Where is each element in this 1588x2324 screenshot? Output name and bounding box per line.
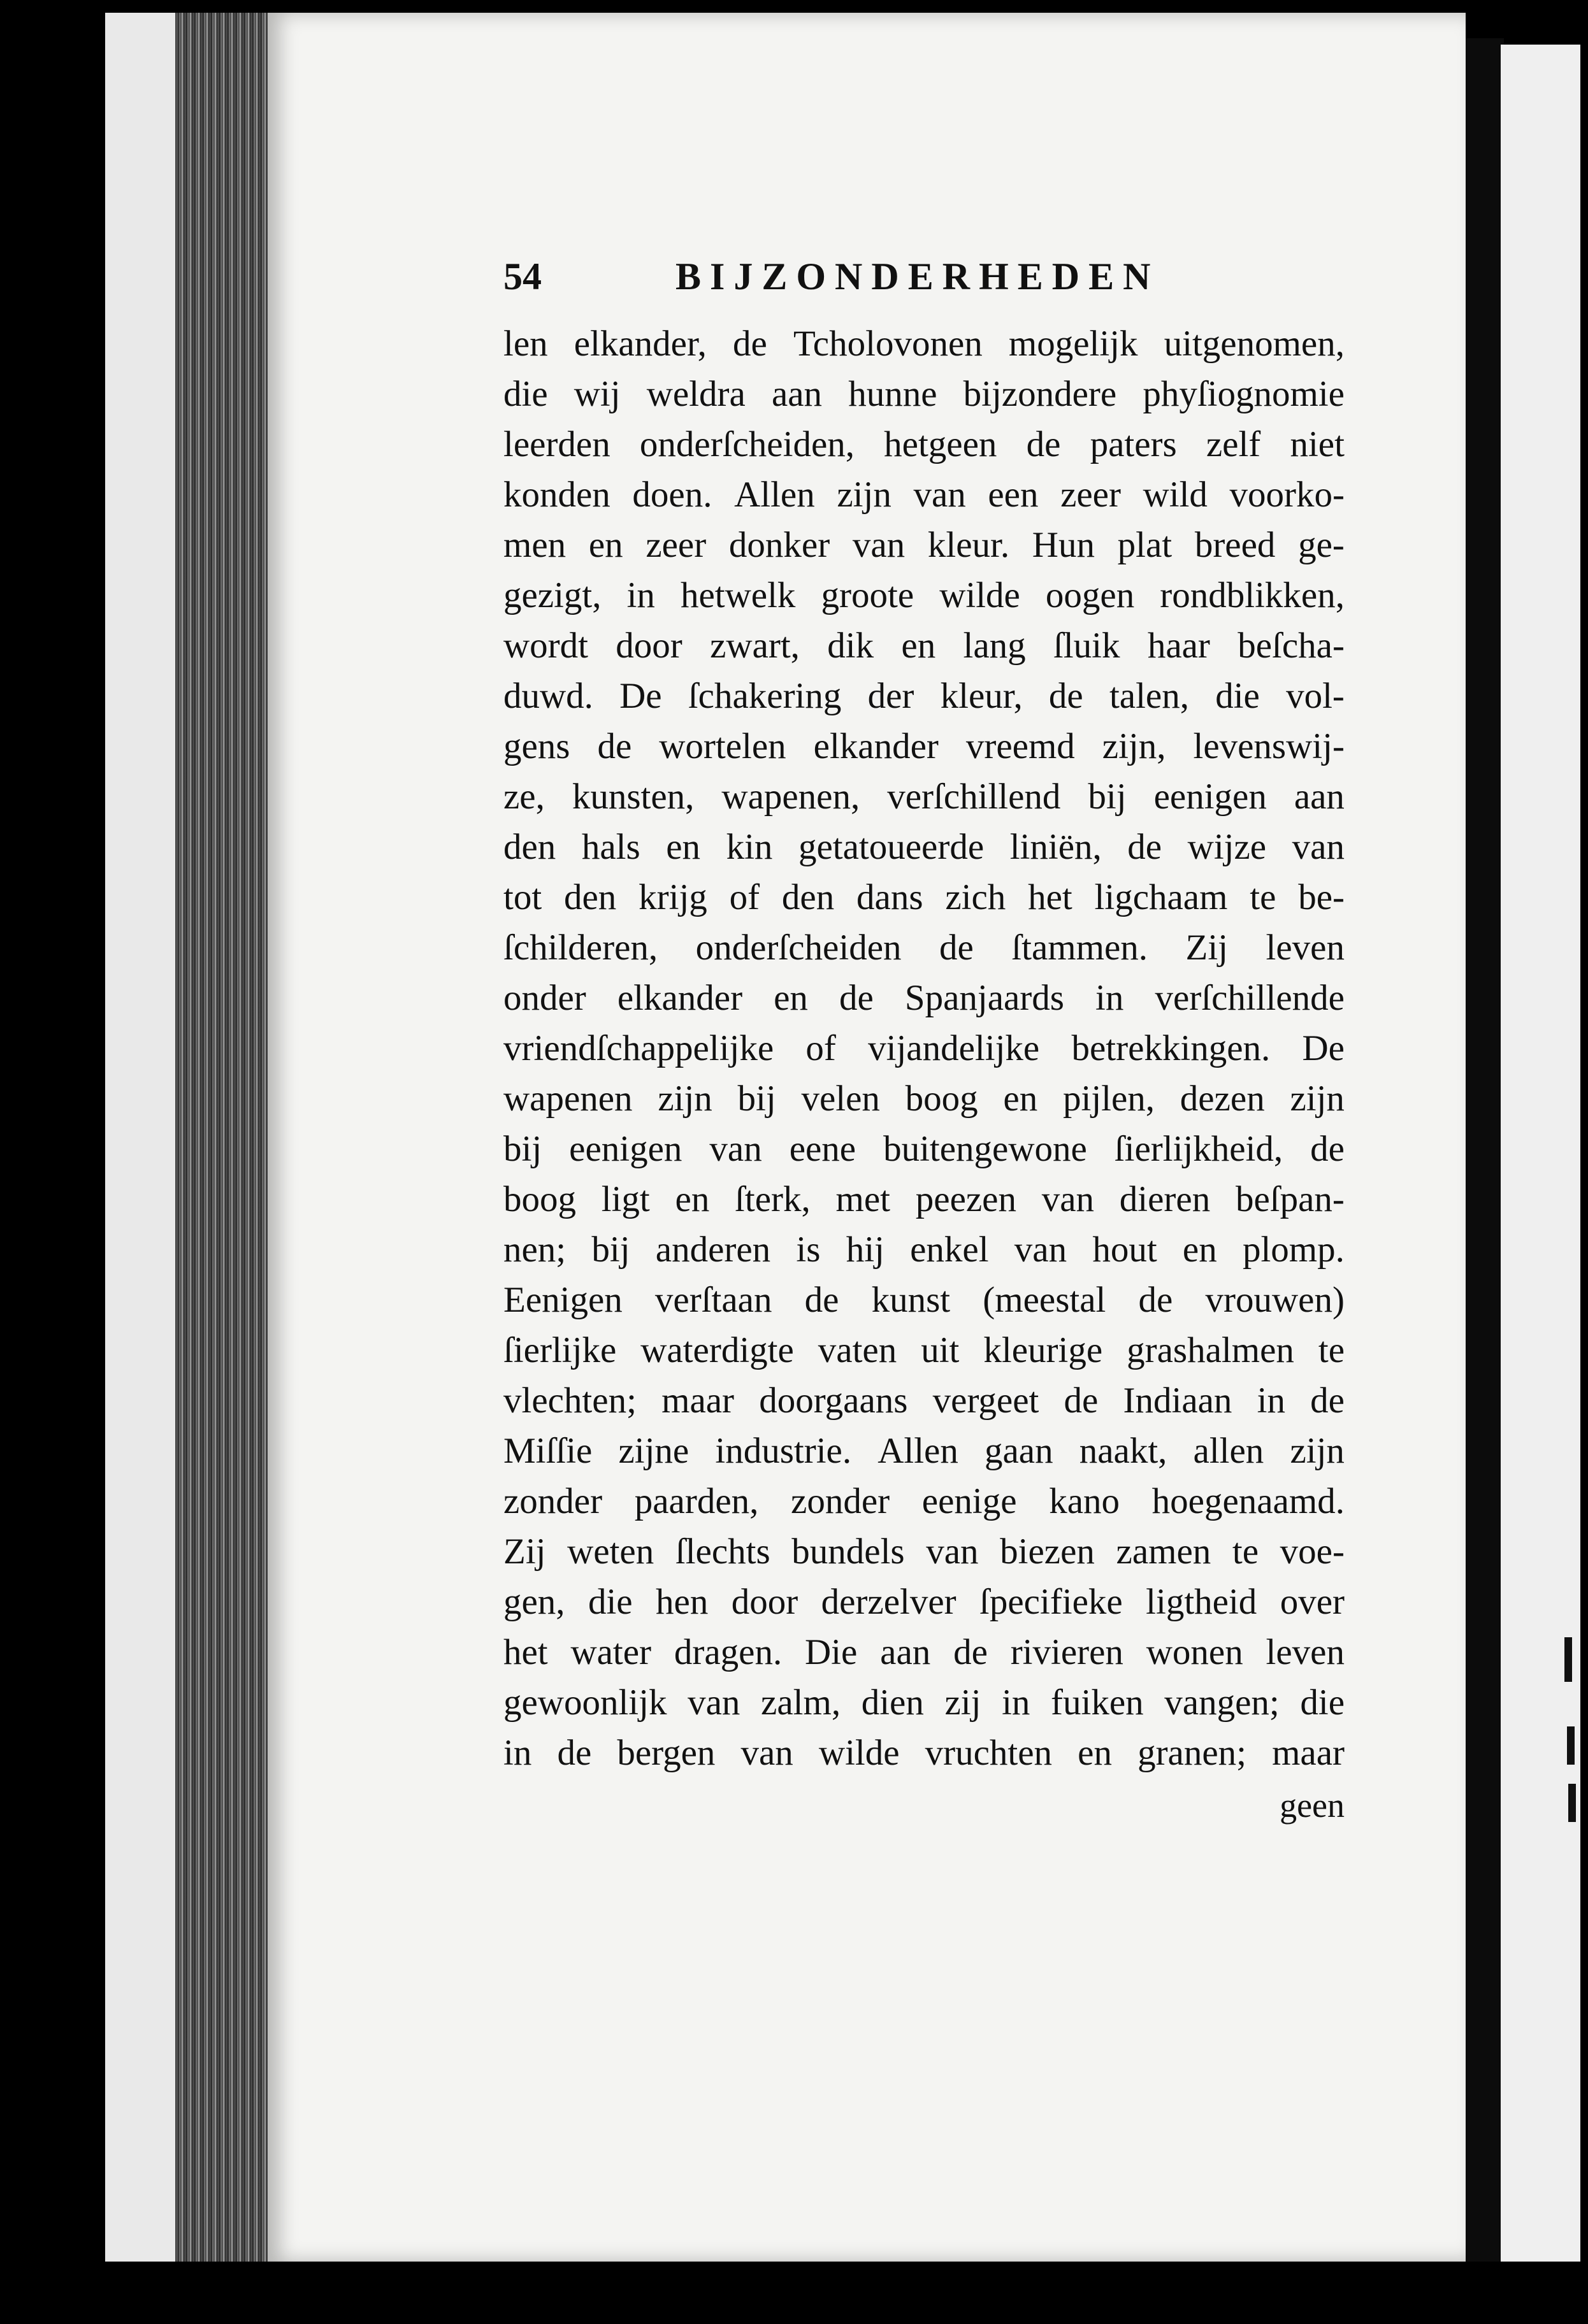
word: zwart, xyxy=(710,626,800,666)
word: ſierlijkheid, xyxy=(1114,1129,1283,1169)
word: doorgaans xyxy=(759,1381,908,1421)
text-line xyxy=(503,1023,1345,1073)
word: wij xyxy=(574,374,621,414)
word: den xyxy=(781,877,835,917)
word: aan xyxy=(880,1632,931,1672)
word: anderen xyxy=(655,1230,771,1270)
word: zalm, xyxy=(761,1682,841,1723)
word: van xyxy=(740,1733,793,1773)
next-page-edge xyxy=(1501,45,1580,2262)
word: bij xyxy=(591,1230,630,1270)
word: ſpecifieke xyxy=(979,1582,1123,1622)
word: de xyxy=(953,1632,988,1672)
word: peezen xyxy=(915,1179,1016,1219)
word: kano xyxy=(1049,1481,1120,1521)
text-line xyxy=(503,1073,1345,1124)
word: de xyxy=(1048,676,1083,716)
page-number: 54 xyxy=(503,255,542,298)
text-line xyxy=(503,1426,1345,1476)
word: aan xyxy=(1294,777,1345,817)
page-edges xyxy=(175,13,271,2262)
word: verſchillend xyxy=(887,777,1061,817)
word: leven xyxy=(1266,928,1345,968)
word: liniën, xyxy=(1009,827,1102,867)
word: bij xyxy=(737,1079,776,1119)
word: ſlechts xyxy=(675,1531,770,1572)
word: men xyxy=(503,525,567,565)
word: ſtammen. xyxy=(1011,928,1148,968)
word: zijne xyxy=(618,1431,689,1471)
word: en xyxy=(901,626,936,666)
word: talen, xyxy=(1109,676,1189,716)
word: gezigt, xyxy=(503,575,602,615)
word: velen xyxy=(801,1079,880,1119)
word: in xyxy=(503,1733,532,1773)
word: dragen. xyxy=(674,1632,783,1672)
word: krijg xyxy=(639,877,707,917)
word: derzelver xyxy=(821,1582,956,1622)
word: gewoonlijk xyxy=(503,1682,667,1723)
word: Spanjaards xyxy=(904,978,1064,1018)
word: door xyxy=(616,626,682,666)
word: van xyxy=(1014,1230,1067,1270)
word: Zij xyxy=(1185,928,1229,968)
word: vangen; xyxy=(1164,1682,1280,1723)
text-line xyxy=(503,771,1345,822)
word: kunst xyxy=(871,1280,951,1320)
word: wild xyxy=(1143,475,1208,515)
word: in xyxy=(1095,978,1124,1018)
word: len xyxy=(503,324,548,364)
word: dezen xyxy=(1180,1079,1265,1119)
word: mogelijk xyxy=(1008,324,1138,364)
ghost-mark xyxy=(1567,1726,1575,1765)
word: oogen xyxy=(1045,575,1135,615)
text-line xyxy=(503,620,1345,671)
ghost-mark xyxy=(1568,1784,1576,1822)
word: granen; xyxy=(1137,1733,1246,1773)
word: gaan xyxy=(984,1431,1053,1471)
word: konden xyxy=(503,475,610,515)
word: rivieren xyxy=(1010,1632,1123,1672)
word: pijlen, xyxy=(1062,1079,1155,1119)
word: fuiken xyxy=(1051,1682,1144,1723)
word: de xyxy=(733,324,767,364)
word: wilde xyxy=(939,575,1020,615)
word: nen; xyxy=(503,1230,567,1270)
text-line xyxy=(503,369,1345,419)
word: groote xyxy=(821,575,914,615)
ghost-mark xyxy=(1564,1637,1572,1682)
word: maar xyxy=(1272,1733,1345,1773)
word: hals xyxy=(581,827,640,867)
word: te xyxy=(1232,1531,1259,1572)
word: breed xyxy=(1194,525,1276,565)
word: door xyxy=(731,1582,798,1622)
word: vol- xyxy=(1286,676,1345,716)
word: te xyxy=(1250,877,1276,917)
word: zonder xyxy=(503,1481,603,1521)
word: onder xyxy=(503,978,586,1018)
text-line xyxy=(503,1577,1345,1627)
word: boog xyxy=(905,1079,978,1119)
text-line xyxy=(503,470,1345,520)
left-margin xyxy=(105,13,178,2262)
word: wordt xyxy=(503,626,588,666)
word: hoegenaamd. xyxy=(1151,1481,1345,1521)
word: den xyxy=(503,827,556,867)
word: gens xyxy=(503,726,570,766)
word: beſcha- xyxy=(1238,626,1345,666)
word: de xyxy=(804,1280,839,1320)
word: in xyxy=(1002,1682,1030,1723)
word: van xyxy=(926,1531,979,1572)
word: van xyxy=(1292,827,1345,867)
word: de xyxy=(557,1733,592,1773)
word: ligtheid xyxy=(1146,1582,1257,1622)
word: de xyxy=(1064,1381,1099,1421)
word: zijn xyxy=(1290,1079,1345,1119)
word: of xyxy=(805,1028,836,1068)
word: ſchilderen, xyxy=(503,928,658,968)
word: is xyxy=(796,1230,821,1270)
word: wapenen xyxy=(503,1079,633,1119)
text-line xyxy=(503,419,1345,470)
word: ge- xyxy=(1298,525,1345,565)
word: leven xyxy=(1266,1632,1345,1672)
word: zij xyxy=(944,1682,981,1723)
word: gen, xyxy=(503,1582,565,1622)
word: ſterk, xyxy=(735,1179,811,1219)
word: duwd. xyxy=(503,676,593,716)
text-line xyxy=(503,922,1345,973)
word: Miſſie xyxy=(503,1431,593,1471)
word: kin xyxy=(726,827,773,867)
word: en xyxy=(666,827,701,867)
word: en xyxy=(1003,1079,1038,1119)
word: met xyxy=(835,1179,891,1219)
word: hunne xyxy=(848,374,937,414)
word: of xyxy=(729,877,760,917)
word: dans xyxy=(856,877,923,917)
word: wapenen, xyxy=(721,777,860,817)
text-line xyxy=(503,1677,1345,1728)
word: Tcholovonen xyxy=(793,324,983,364)
word: vreemd xyxy=(965,726,1075,766)
word: bij xyxy=(1088,777,1127,817)
word: leerden xyxy=(503,424,610,464)
word: den xyxy=(564,877,617,917)
text-line xyxy=(503,721,1345,771)
word: elkander, xyxy=(574,324,707,364)
text-line xyxy=(503,1526,1345,1577)
word: de xyxy=(1310,1129,1345,1169)
text-line xyxy=(503,1325,1345,1375)
word: bijzondere xyxy=(963,374,1117,414)
word: weldra xyxy=(646,374,746,414)
text-line xyxy=(503,822,1345,872)
word: getatoueerde xyxy=(798,827,985,867)
text-line xyxy=(503,319,1345,369)
word: het xyxy=(1028,877,1072,917)
word: betrekkingen. xyxy=(1071,1028,1271,1068)
word: boog xyxy=(503,1179,576,1219)
word: Die xyxy=(805,1632,858,1672)
word: zijn xyxy=(837,475,891,515)
word: eenigen xyxy=(1153,777,1267,817)
word: aan xyxy=(771,374,823,414)
word: dien xyxy=(861,1682,924,1723)
word: verſtaan xyxy=(654,1280,772,1320)
word: wilde xyxy=(818,1733,900,1773)
word: die xyxy=(588,1582,633,1622)
word: zich xyxy=(945,877,1006,917)
word: over xyxy=(1280,1582,1345,1622)
word: ſchakering xyxy=(688,676,842,716)
text-line xyxy=(503,520,1345,570)
word: kunsten, xyxy=(572,777,695,817)
text-line xyxy=(503,1728,1345,1778)
word: onderſcheiden xyxy=(695,928,902,968)
word: Zij xyxy=(503,1531,546,1572)
word: der xyxy=(867,676,914,716)
word: dieren xyxy=(1119,1179,1211,1219)
word: vriendſchappelijke xyxy=(503,1028,774,1068)
word: bij xyxy=(503,1129,542,1169)
word: (meestal xyxy=(983,1280,1106,1320)
text-block xyxy=(503,250,1345,1831)
word: De xyxy=(619,676,662,716)
text-line xyxy=(503,973,1345,1023)
word: hout xyxy=(1092,1230,1157,1270)
word: van xyxy=(852,525,906,565)
word: hetwelk xyxy=(681,575,796,615)
gutter-shadow xyxy=(1466,38,1504,2262)
word: zijn xyxy=(1290,1431,1345,1471)
word: lang xyxy=(963,626,1026,666)
word: enkel xyxy=(910,1230,989,1270)
word: haar xyxy=(1147,626,1210,666)
word: bergen xyxy=(617,1733,716,1773)
word: be- xyxy=(1298,877,1345,917)
word: wijze xyxy=(1187,827,1267,867)
word: maar xyxy=(661,1381,735,1421)
word: De xyxy=(1302,1028,1345,1068)
text-line xyxy=(503,1476,1345,1526)
text-line xyxy=(503,1224,1345,1275)
body-text xyxy=(503,319,1345,1778)
word: hij xyxy=(846,1230,884,1270)
word: en xyxy=(774,978,808,1018)
word: water xyxy=(570,1632,652,1672)
text-line xyxy=(503,570,1345,620)
word: hen xyxy=(656,1582,709,1622)
word: van xyxy=(1041,1179,1095,1219)
text-line xyxy=(503,872,1345,922)
word: elkander xyxy=(813,726,939,766)
word: uitgenomen, xyxy=(1164,324,1345,364)
word: de xyxy=(939,928,974,968)
word: Allen xyxy=(734,475,815,515)
word: levenswij- xyxy=(1193,726,1345,766)
word: zonder xyxy=(791,1481,890,1521)
word: beſpan- xyxy=(1235,1179,1345,1219)
word: grashalmen xyxy=(1127,1330,1294,1370)
word: naakt, xyxy=(1079,1431,1167,1471)
word: en xyxy=(1182,1230,1217,1270)
word: de xyxy=(1310,1381,1345,1421)
text-line xyxy=(503,1627,1345,1677)
catchword: geen xyxy=(1280,1786,1345,1825)
word: zijn, xyxy=(1102,726,1166,766)
word: tot xyxy=(503,877,542,917)
word: een xyxy=(988,475,1039,515)
word: kleurige xyxy=(983,1330,1103,1370)
word: dik xyxy=(827,626,874,666)
word: donker xyxy=(728,525,830,565)
word: zijn xyxy=(658,1079,712,1119)
word: voorko- xyxy=(1229,475,1345,515)
word: wonen xyxy=(1146,1632,1243,1672)
word: de xyxy=(1138,1280,1173,1320)
running-title: BIJZONDERHEDEN xyxy=(675,255,1160,298)
word: en xyxy=(588,525,623,565)
word: bundels xyxy=(791,1531,905,1572)
word: elkander xyxy=(617,978,743,1018)
word: zeer xyxy=(646,525,707,565)
word: eenige xyxy=(921,1481,1017,1521)
word: hetgeen xyxy=(884,424,997,464)
word: ligt xyxy=(601,1179,650,1219)
text-line xyxy=(503,1174,1345,1224)
word: paters xyxy=(1090,424,1177,464)
word: kleur, xyxy=(940,676,1023,716)
word: industrie. xyxy=(715,1431,852,1471)
word: plat xyxy=(1117,525,1173,565)
word: ſluik xyxy=(1053,626,1120,666)
word: Indiaan xyxy=(1123,1381,1232,1421)
word: vergeet xyxy=(932,1381,1039,1421)
word: de xyxy=(597,726,632,766)
word: doen. xyxy=(632,475,712,515)
word: verſchillende xyxy=(1155,978,1345,1018)
word: vaten xyxy=(818,1330,897,1370)
word: buitengewone xyxy=(883,1129,1087,1169)
word: van xyxy=(709,1129,762,1169)
word: voe- xyxy=(1280,1531,1345,1572)
word: wortelen xyxy=(659,726,786,766)
word: Eenigen xyxy=(503,1280,623,1320)
word: phyſiognomie xyxy=(1143,374,1345,414)
running-head xyxy=(503,250,1345,303)
word: vrouwen) xyxy=(1205,1280,1345,1320)
text-line xyxy=(503,1375,1345,1426)
word: die xyxy=(1300,1682,1345,1723)
word: in xyxy=(626,575,655,615)
word: de xyxy=(1026,424,1061,464)
word: van xyxy=(688,1682,740,1723)
word: die xyxy=(1215,676,1260,716)
word: uit xyxy=(921,1330,960,1370)
word: vruchten xyxy=(925,1733,1053,1773)
word: zelf xyxy=(1206,424,1261,464)
word: vijandelijke xyxy=(868,1028,1040,1068)
word: weten xyxy=(567,1531,654,1572)
word: in xyxy=(1257,1381,1285,1421)
word: eene xyxy=(789,1129,856,1169)
word: niet xyxy=(1290,424,1345,464)
word: vlechten; xyxy=(503,1381,637,1421)
word: het xyxy=(503,1632,548,1672)
word: te xyxy=(1318,1330,1345,1370)
text-line xyxy=(503,671,1345,721)
word: plomp. xyxy=(1242,1230,1345,1270)
word: onderſcheiden, xyxy=(639,424,855,464)
word: Allen xyxy=(877,1431,958,1471)
word: paarden, xyxy=(634,1481,759,1521)
word: allen xyxy=(1193,1431,1264,1471)
text-line xyxy=(503,1275,1345,1325)
word: en xyxy=(675,1179,710,1219)
word: ſierlijke xyxy=(503,1330,617,1370)
word: die xyxy=(503,374,548,414)
word: ze, xyxy=(503,777,545,817)
word: ligchaam xyxy=(1094,877,1228,917)
word: biezen xyxy=(1000,1531,1095,1572)
word: zamen xyxy=(1116,1531,1211,1572)
word: de xyxy=(1127,827,1162,867)
word: van xyxy=(913,475,966,515)
word: Hun xyxy=(1032,525,1095,565)
word: eenigen xyxy=(569,1129,682,1169)
word: de xyxy=(839,978,874,1018)
word: rondblikken, xyxy=(1160,575,1345,615)
word: en xyxy=(1078,1733,1112,1773)
text-line xyxy=(503,1124,1345,1174)
word: waterdigte xyxy=(640,1330,794,1370)
word: zeer xyxy=(1060,475,1121,515)
word: kleur. xyxy=(927,525,1010,565)
